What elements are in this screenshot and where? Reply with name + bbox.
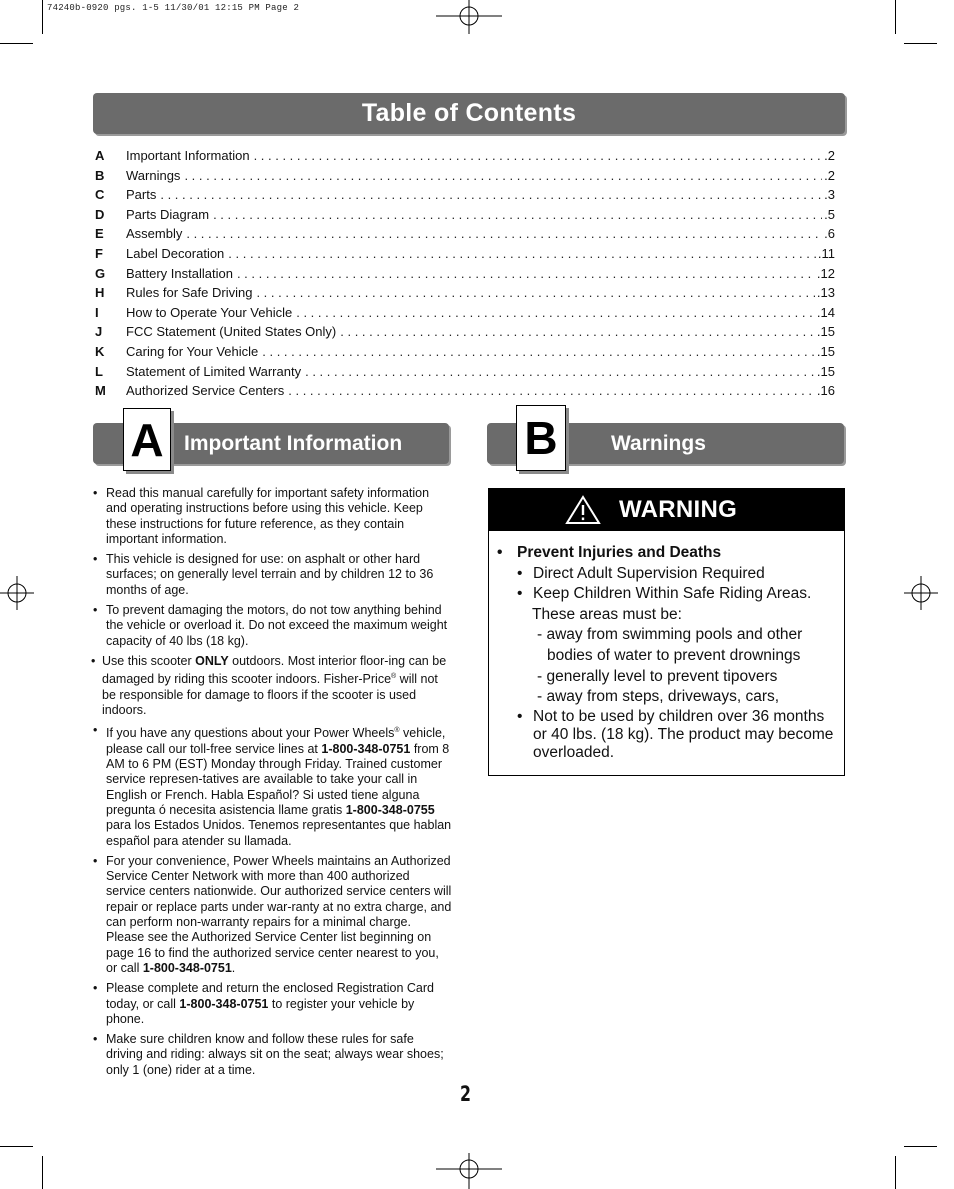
- toc-entry-title: Statement of Limited Warranty: [126, 363, 302, 379]
- warning-dash-item: [497, 625, 834, 666]
- registration-mark-icon: [436, 0, 502, 34]
- toc-letter: G: [95, 265, 106, 281]
- list-item-text: Use this scooter: [102, 653, 196, 668]
- toc-entry-title: Warnings: [126, 167, 181, 183]
- toc-leader: [288, 383, 815, 398]
- crop-mark: [0, 43, 33, 44]
- warning-triangle-icon: [565, 495, 601, 525]
- toc-entry[interactable]: [95, 207, 835, 227]
- toc-entry[interactable]: [95, 305, 835, 325]
- toc-letter: D: [95, 206, 105, 222]
- toc-leader: [237, 266, 815, 281]
- toc-leader: [256, 285, 814, 300]
- list-item-text: para los Estados Unidos. Tenemos representantes que hablan español para atender su llamada.: [106, 818, 452, 848]
- toc-leader: [262, 344, 815, 359]
- toc-entry[interactable]: [95, 226, 835, 246]
- phone-number[interactable]: 1-800-348-0751: [321, 741, 411, 756]
- warning-sub-item: • Not to be used by children over 36 months or 40 lbs. (18 kg). The product may become overloaded.: [497, 708, 834, 763]
- section-a-title: Important Information: [184, 432, 403, 455]
- toc-entry-title: Caring for Your Vehicle: [126, 343, 259, 359]
- list-item-text: .: [231, 960, 236, 975]
- toc-list: [95, 148, 835, 403]
- warning-dash-text-continued: bodies of water to prevent drownings: [547, 646, 801, 664]
- registered-mark: ®: [394, 727, 400, 735]
- phone-number[interactable]: 1-800-348-0751: [179, 996, 269, 1011]
- warning-sub-item-continued: These areas must be:: [532, 605, 682, 623]
- toc-entry[interactable]: [95, 285, 835, 305]
- list-item-text: For your convenience, Power Wheels maintains an Authorized Service Center Network with more than 400 authorized service centers nationwide. Our authorized service centers will repair or replace parts under war-ranty at no extra charge, and can perform non-warranty repairs for a minimal charge. Please see the Authorized Service Center list beginning on page 16 to find the authorized service center nearest to you, or call: [106, 853, 452, 975]
- crop-mark: [895, 1156, 896, 1189]
- list-item-text: If you have any questions about your Power Wheels: [106, 726, 395, 741]
- toc-page: .5: [824, 206, 835, 222]
- toc-entry-title: FCC Statement (United States Only): [126, 324, 337, 340]
- toc-letter: H: [95, 285, 105, 301]
- toc-entry[interactable]: [95, 383, 835, 403]
- list-item-text: To prevent damaging the motors, do not tow anything behind the vehicle or overload it. Do not exceed the maximum weight capacity of 40 lbs (18 kg).: [106, 603, 448, 648]
- printer-slug: 74240b-0920 pgs. 1-5 11/30/01 12:15 PM Page 2: [47, 3, 300, 13]
- warning-title: WARNING: [619, 496, 738, 523]
- toc-entry[interactable]: [95, 148, 835, 168]
- toc-entry[interactable]: [95, 266, 835, 286]
- toc-entry[interactable]: [95, 187, 835, 207]
- section-b-title: Warnings: [611, 432, 706, 455]
- registration-mark-icon: [0, 576, 34, 610]
- section-a-letter: A: [123, 408, 171, 471]
- toc-entry-title: Important Information: [126, 148, 250, 163]
- list-item: [92, 1032, 452, 1078]
- toc-entry-title: Battery Installation: [126, 265, 233, 281]
- list-item-text: Please complete and return the enclosed Registration Card today, or call: [106, 981, 434, 1011]
- crop-mark: [895, 0, 896, 34]
- list-item: [92, 486, 452, 547]
- toc-letter: J: [95, 324, 103, 340]
- toc-leader: [160, 187, 822, 202]
- crop-mark: [904, 43, 937, 44]
- toc-entry-title: Label Decoration: [126, 245, 225, 261]
- toc-leader: [184, 168, 822, 183]
- phone-number[interactable]: 1-800-348-0755: [345, 802, 435, 817]
- crop-mark: [904, 1146, 937, 1147]
- toc-entry[interactable]: [95, 168, 835, 188]
- toc-letter: A: [95, 148, 105, 163]
- toc-entry-title: How to Operate Your Vehicle: [126, 304, 293, 320]
- toc-leader: [213, 207, 822, 222]
- toc-leader: [186, 226, 822, 241]
- toc-letter: F: [95, 245, 103, 261]
- section-b-letter: B: [516, 405, 566, 471]
- list-item: [92, 854, 452, 976]
- warning-main-item: • Prevent Injuries and Deaths: [497, 543, 834, 564]
- warning-dash-text: - away from swimming pools and other: [537, 626, 803, 644]
- list-item-text: will not be responsible for damage to floors if the scooter is used indoors.: [102, 672, 438, 718]
- toc-page: .15: [816, 324, 835, 340]
- toc-page: .15: [816, 343, 835, 359]
- list-item: [92, 723, 452, 849]
- toc-page: .15: [816, 363, 835, 379]
- toc-page: .14: [816, 304, 835, 320]
- toc-entry-title: Rules for Safe Driving: [126, 285, 253, 301]
- list-item: [92, 981, 452, 1027]
- toc-entry[interactable]: [95, 344, 835, 364]
- warning-body: [489, 531, 844, 762]
- phone-number[interactable]: 1-800-348-0751: [142, 960, 232, 975]
- toc-page: .2: [824, 167, 835, 183]
- toc-entry[interactable]: [95, 364, 835, 384]
- page-number: 2: [460, 1082, 471, 1106]
- toc-letter: M: [95, 383, 106, 399]
- list-item-text: from 8 AM to 6 PM (EST) Monday through Friday. Trained customer service represen-tatives are available to take your call in English or French. Habla Español? Si usted tiene alguna pregunta ó necesita asistencia llame gratis: [106, 741, 450, 817]
- toc-page: .2: [824, 148, 835, 163]
- toc-entry[interactable]: [95, 246, 835, 266]
- toc-entry-title: Parts Diagram: [126, 206, 210, 222]
- registration-mark-icon: [904, 576, 938, 610]
- list-item-text: vehicle, please call our toll-free service lines at: [106, 726, 446, 756]
- registered-mark: ®: [391, 673, 397, 681]
- toc-title: Table of Contents: [361, 99, 577, 127]
- toc-page: .11: [817, 245, 835, 261]
- toc-entry-title: Authorized Service Centers: [126, 383, 285, 399]
- list-item: [92, 654, 452, 718]
- crop-mark: [0, 1146, 33, 1147]
- toc-leader: [305, 364, 815, 379]
- toc-leader: [254, 148, 823, 163]
- warning-dash-item: - generally level to prevent tipovers: [537, 667, 778, 685]
- toc-page: .16: [816, 383, 835, 399]
- list-item-text: This vehicle is designed for use: on asphalt or other hard surfaces; on generally level terrain and by children 12 to 36 months of age.: [106, 552, 434, 597]
- emphasis-text: ONLY: [195, 653, 229, 668]
- toc-page: .3: [824, 187, 835, 203]
- warning-dash-item: - away from steps, driveways, cars,: [537, 688, 780, 706]
- toc-page: .13: [816, 285, 835, 301]
- list-item-text: Make sure children know and follow these rules for safe driving and riding: always sit on the seat; always wear shoes; only 1 (one) rider at a time.: [106, 1032, 444, 1077]
- list-item: [92, 603, 452, 649]
- warning-sub-item: • Direct Adult Supervision Required: [497, 564, 834, 585]
- warning-sub-item: • Keep Children Within Safe Riding Areas.: [497, 584, 834, 605]
- toc-letter: C: [95, 187, 105, 203]
- toc-letter: E: [95, 226, 104, 242]
- toc-entry-title: Parts: [126, 187, 157, 203]
- toc-entry-title: Assembly: [126, 226, 183, 242]
- crop-mark: [42, 0, 43, 34]
- registration-mark-icon: [436, 1153, 502, 1189]
- toc-letter: L: [95, 363, 103, 379]
- toc-leader: [296, 305, 815, 320]
- list-item-text: to register your vehicle by phone.: [106, 996, 415, 1026]
- important-info-list: [92, 486, 452, 1083]
- warning-header: [489, 489, 844, 531]
- toc-letter: I: [95, 304, 99, 320]
- toc-entry[interactable]: [95, 324, 835, 344]
- list-item-text: Read this manual carefully for important safety information and operating instructions before using this vehicle. Keep these instructions for future reference, as they contain important information.: [106, 486, 430, 546]
- toc-page: .12: [816, 265, 835, 281]
- toc-page: .6: [824, 226, 835, 242]
- list-item-text: outdoors. Most interior floor-ing can be damaged by riding this scooter indoors. Fisher-Price: [102, 653, 447, 687]
- crop-mark: [42, 1156, 43, 1189]
- toc-letter: B: [95, 167, 105, 183]
- toc-banner: [93, 93, 845, 134]
- warning-box: [488, 488, 845, 776]
- list-item: [92, 552, 452, 598]
- toc-leader: [228, 246, 816, 261]
- toc-leader: [340, 324, 815, 339]
- toc-letter: K: [95, 343, 105, 359]
